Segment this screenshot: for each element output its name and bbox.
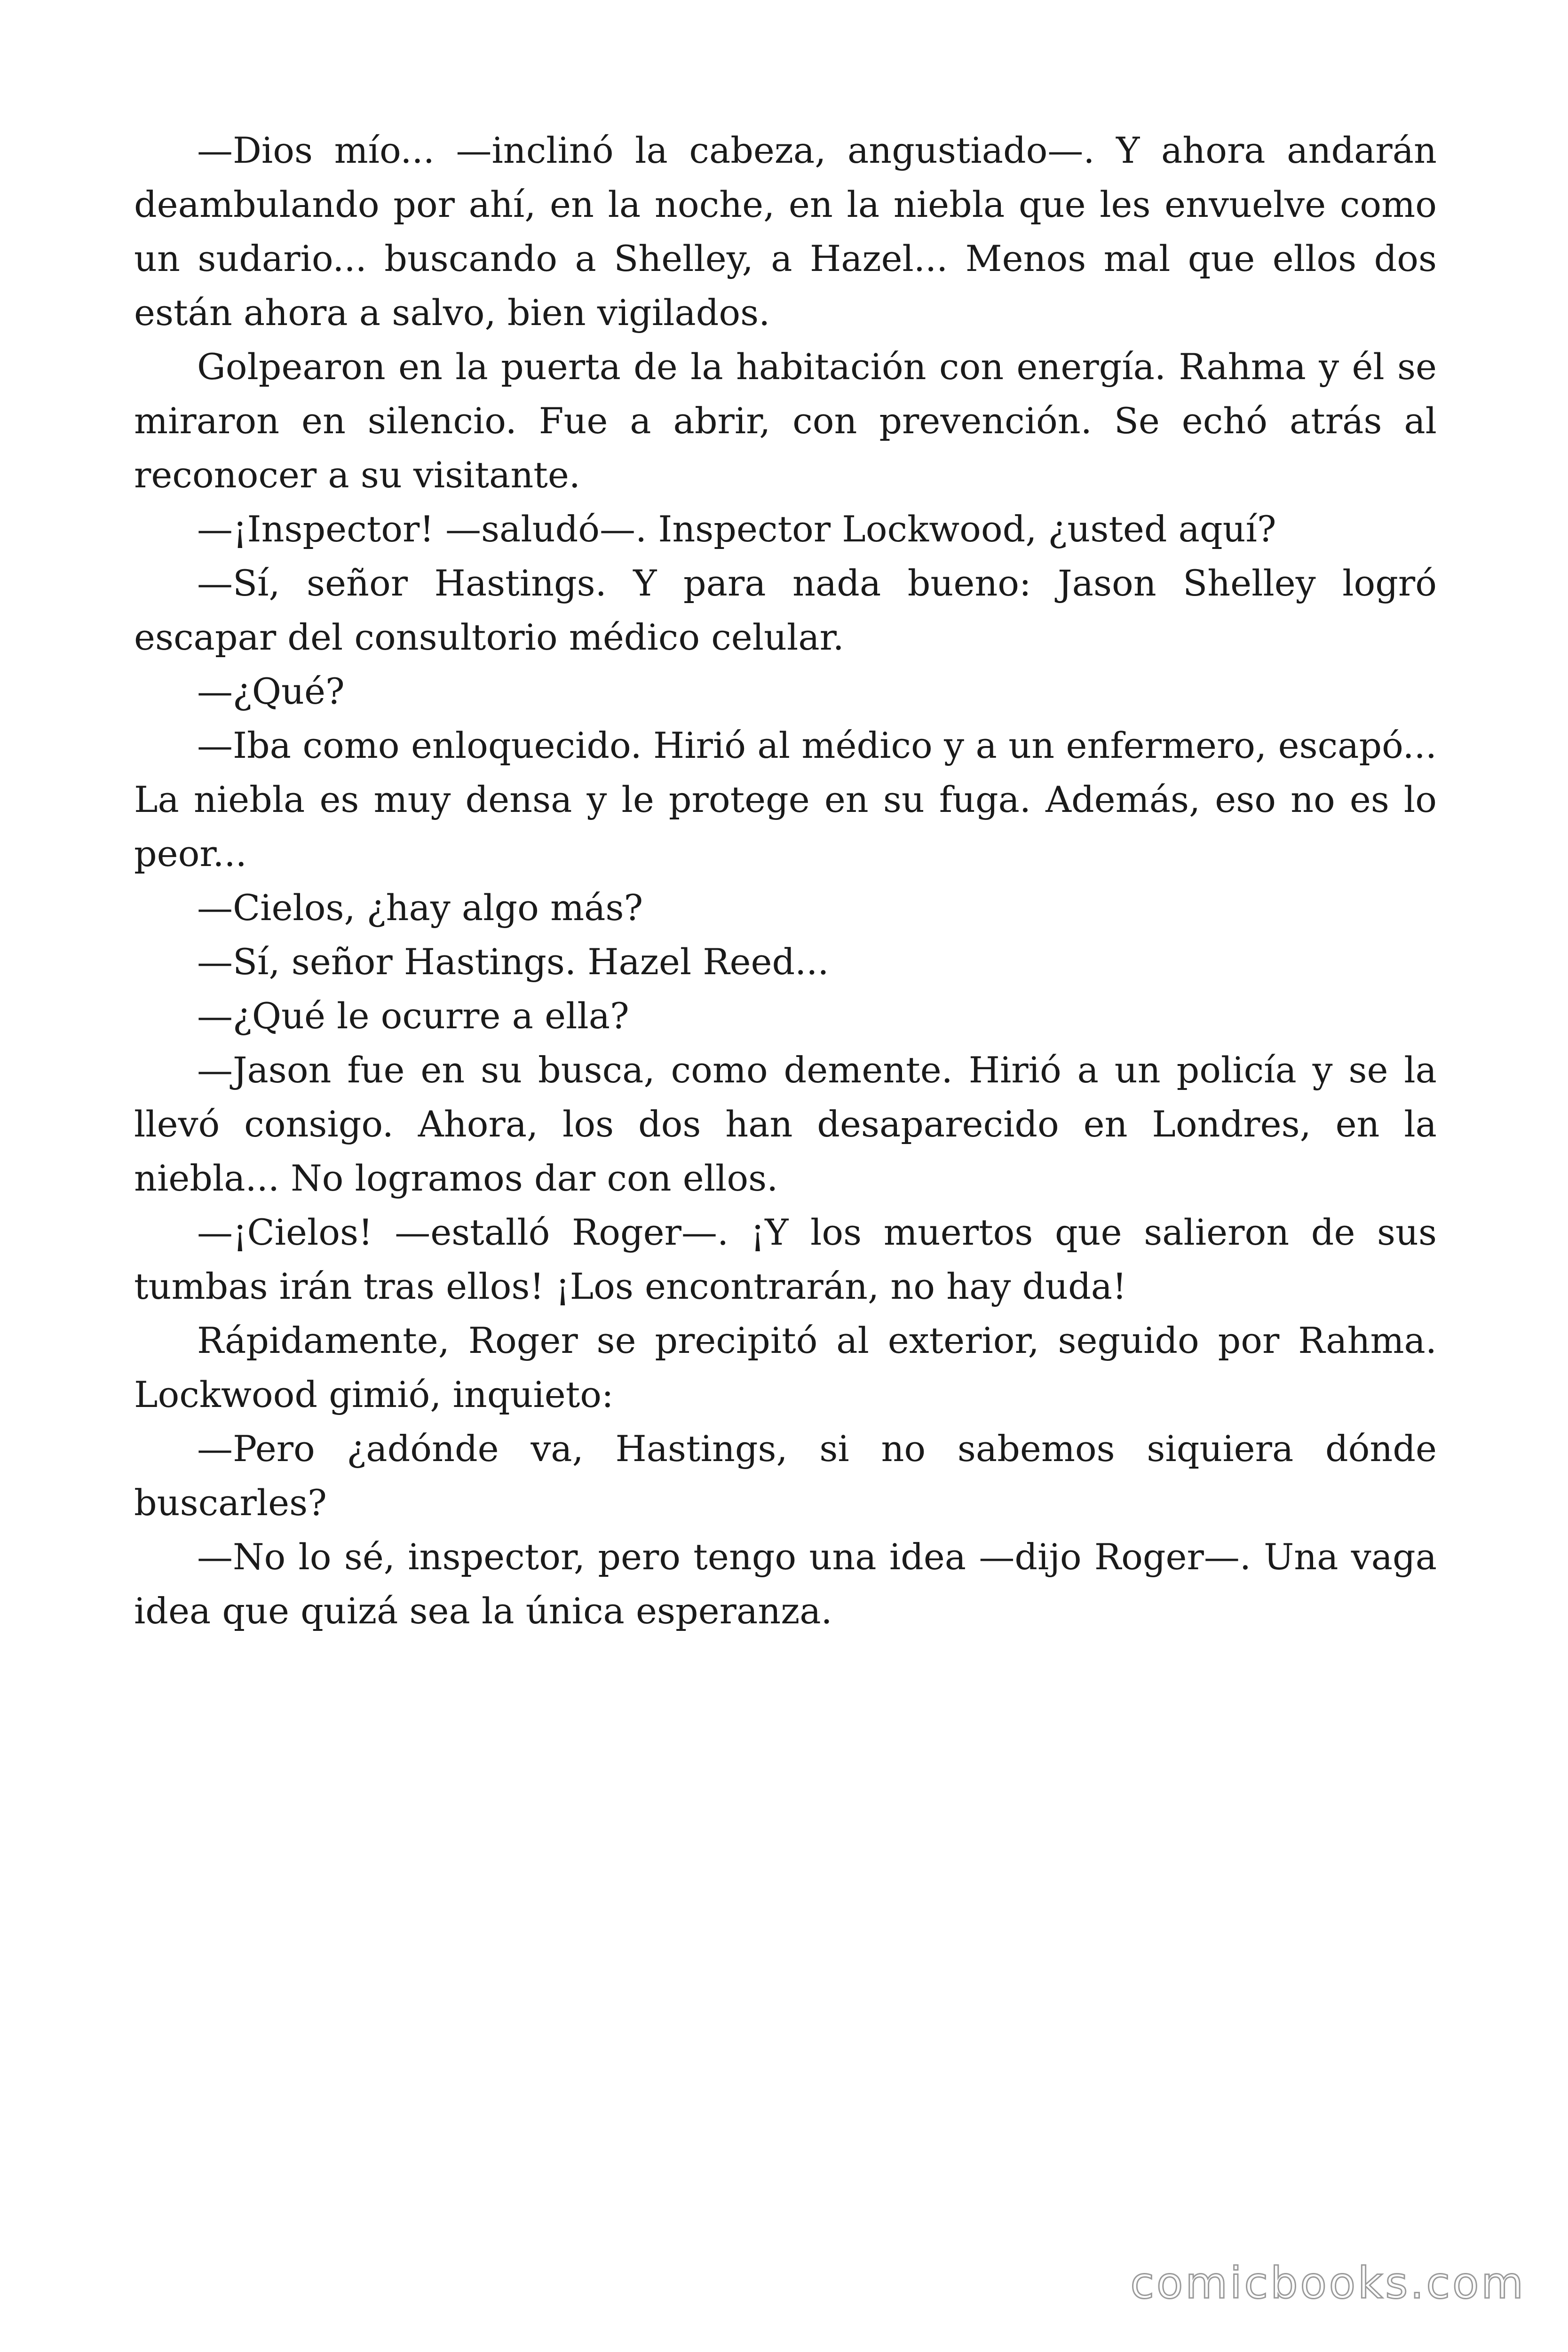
paragraph: —No lo sé, inspector, pero tengo una idea —dijo Roger—. Una vaga idea que quizá sea la única esperanza. — [134, 1536, 1437, 1632]
paragraph: —¿Qué le ocurre a ella? — [197, 995, 629, 1037]
paragraph: Golpearon en la puerta de la habitación con energía. Rahma y él se miraron en silencio. Fue a abrir, con prevención. Se echó atrás al reconocer a su visitante. — [134, 346, 1437, 496]
paragraph: —¡Inspector! —saludó—. Inspector Lockwood, ¿usted aquí? — [197, 508, 1276, 550]
paragraph: —¡Cielos! —estalló Roger—. ¡Y los muertos que salieron de sus tumbas irán tras ellos! ¡Los encontrarán, no hay duda! — [134, 1211, 1437, 1307]
paragraph: —Jason fue en su busca, como demente. Hirió a un policía y se la llevó consigo. Ahora, los dos han desaparecido en Londres, en la niebla... No logramos dar con ellos. — [134, 1049, 1437, 1199]
paragraph: —Sí, señor Hastings. Y para nada bueno: Jason Shelley logró escapar del consultorio médico celular. — [134, 562, 1437, 658]
paragraph: —Sí, señor Hastings. Hazel Reed... — [197, 941, 829, 983]
paragraph: —Iba como enloquecido. Hirió al médico y a un enfermero, escapó... La niebla es muy densa y le protege en su fuga. Además, eso no es lo peor... — [134, 724, 1437, 874]
paragraph: —Dios mío... —inclinó la cabeza, angustiado—. Y ahora andarán deambulando por ahí, en la noche, en la niebla que les envuelve como un sudario... buscando a Shelley, a Hazel... Menos mal que ellos dos están ahora a salvo, bien vigilados. — [134, 129, 1437, 334]
paragraph: —¿Qué? — [197, 670, 345, 712]
page-text — [134, 123, 1437, 1638]
paragraph: Rápidamente, Roger se precipitó al exterior, seguido por Rahma. Lockwood gimió, inquieto: — [134, 1319, 1437, 1415]
paragraph: —Pero ¿adónde va, Hastings, si no sabemos siquiera dónde buscarles? — [134, 1428, 1437, 1524]
paragraph: —Cielos, ¿hay algo más? — [197, 887, 643, 929]
watermark: comicbooks.com — [1130, 2258, 1526, 2308]
